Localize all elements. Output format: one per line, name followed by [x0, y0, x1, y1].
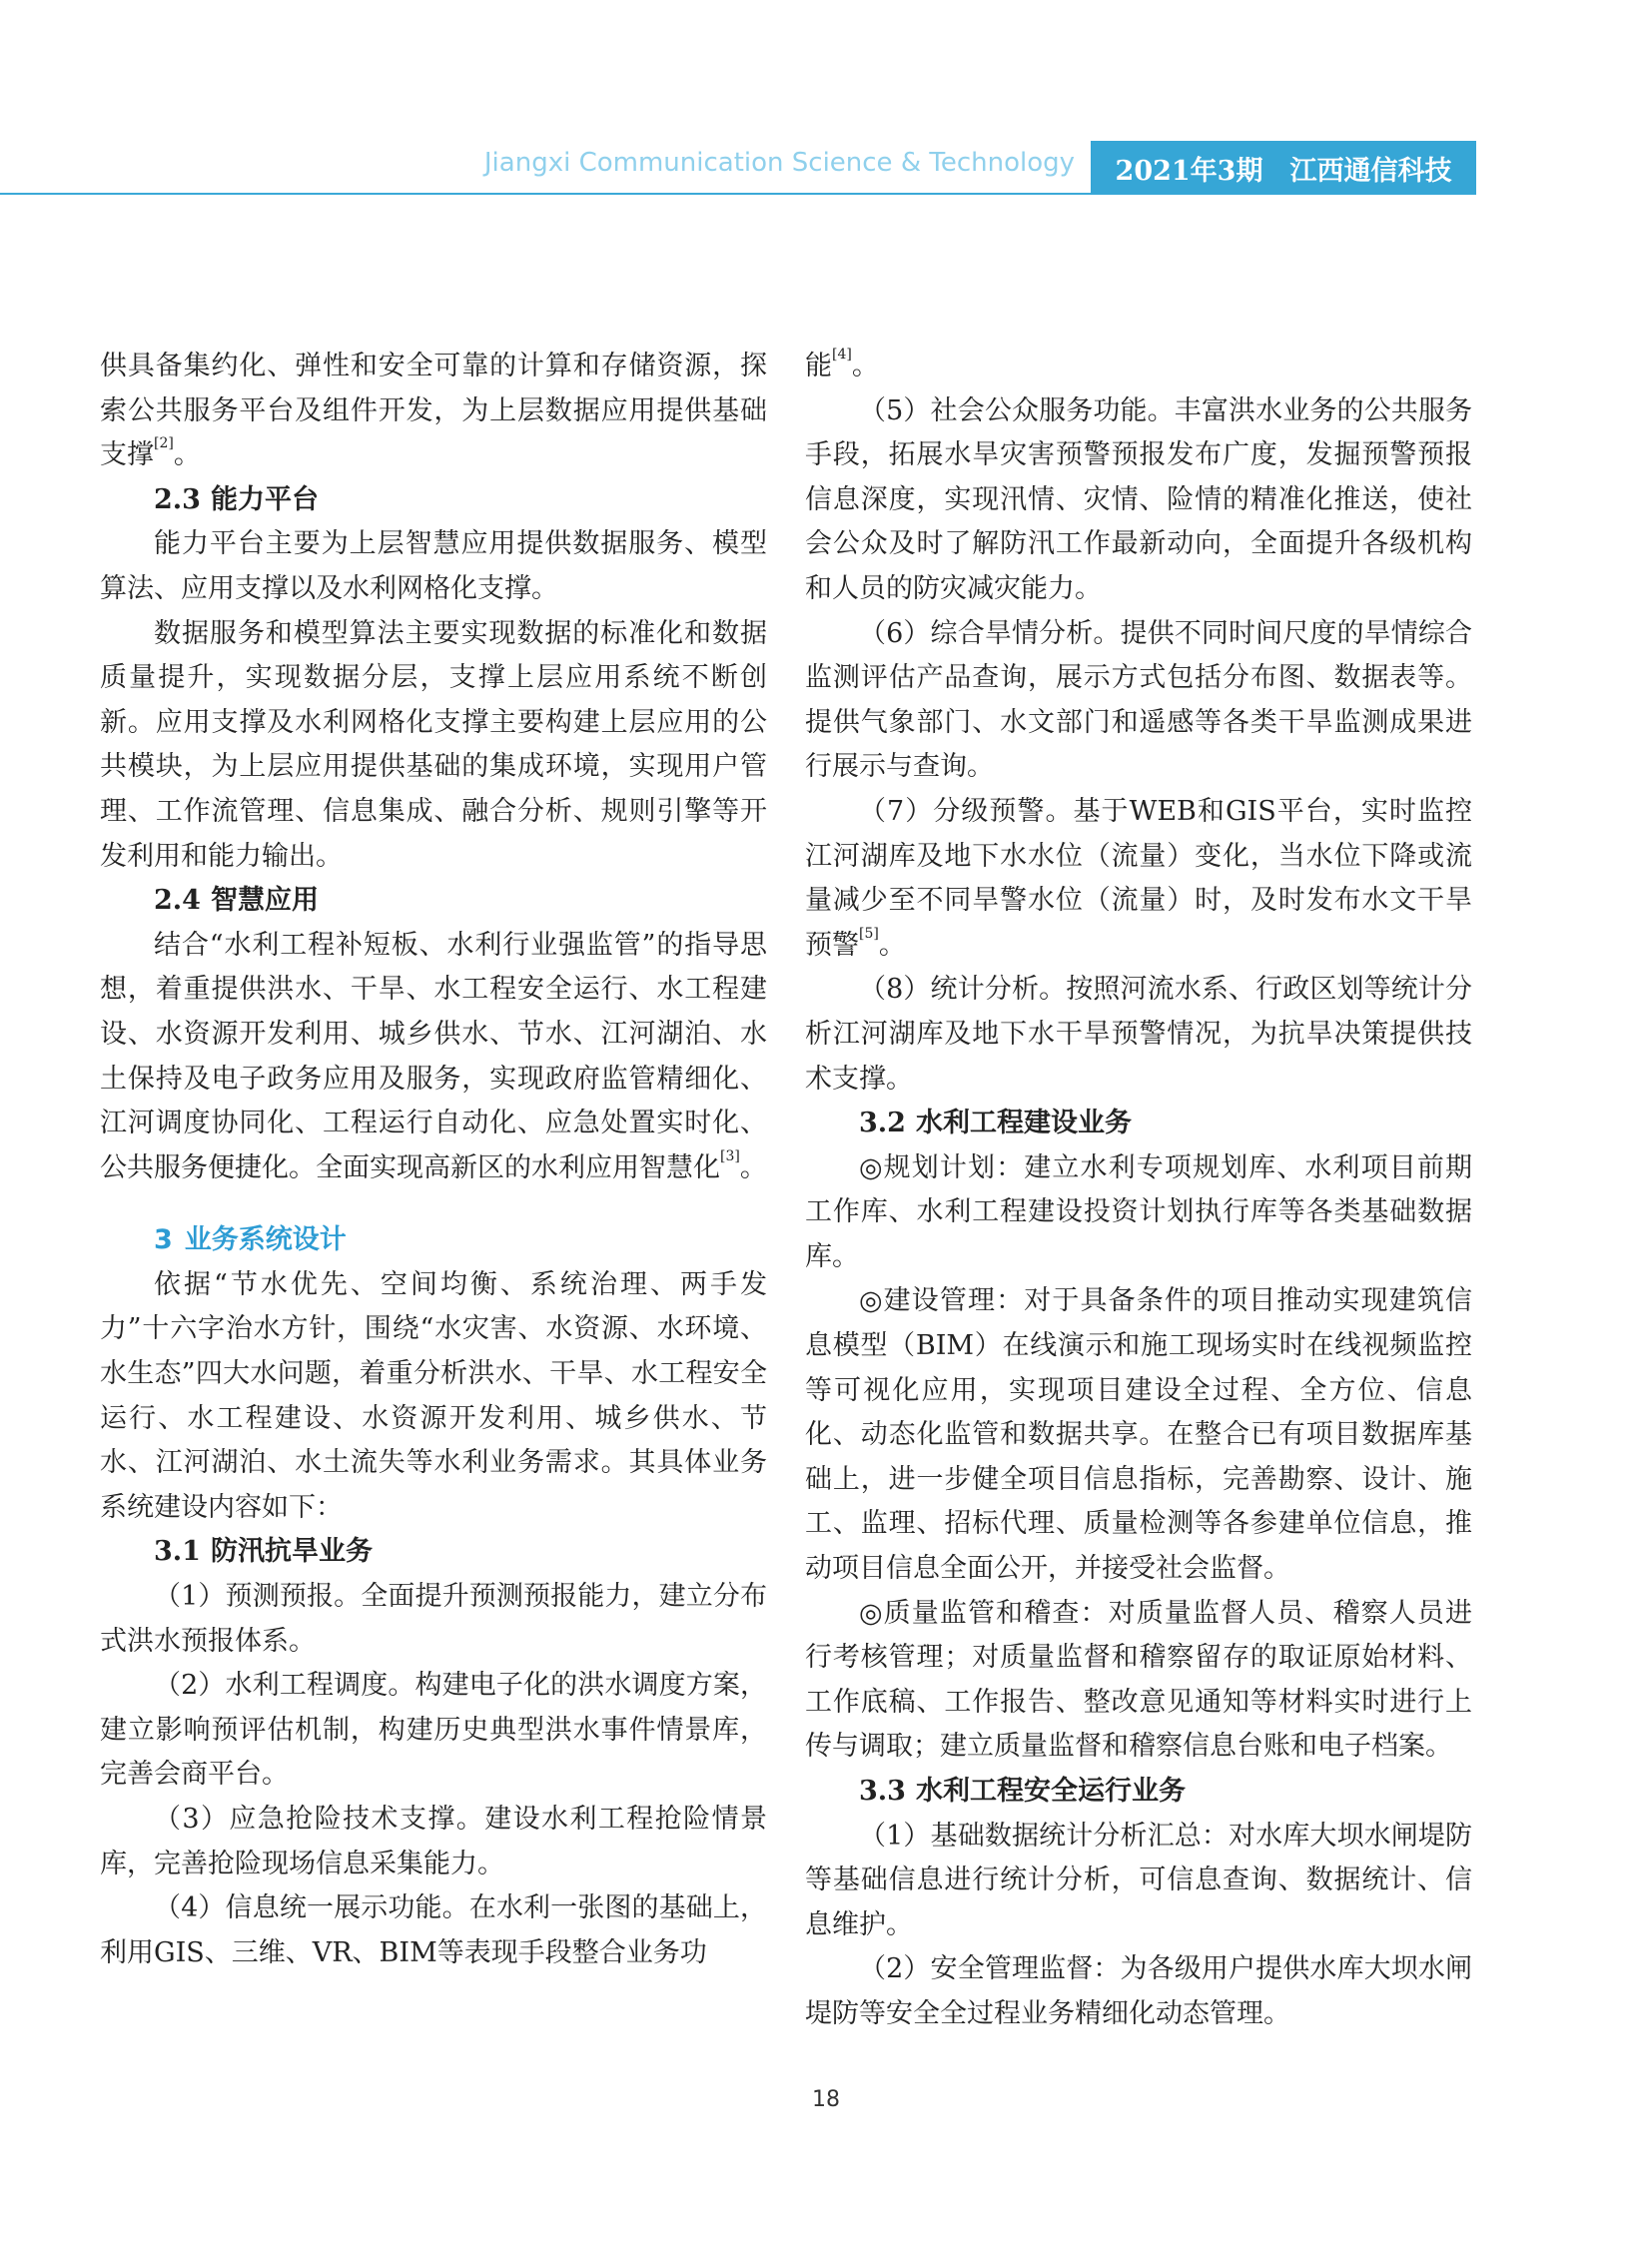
- paragraph: [805, 1279, 1472, 1591]
- citation-ref: [2]: [154, 435, 174, 452]
- heading-number: 3: [154, 1224, 173, 1256]
- paragraph: [100, 1263, 767, 1531]
- heading-number: 3.1: [154, 1536, 201, 1568]
- subsection-heading: [100, 879, 767, 924]
- paragraph-text: ◎建设管理：对于具备条件的项目推动实现建筑信息模型（BIM）在线演示和施工现场实时在线视频监控等可视化应用，实现项目建设全过程、全方位、信息化、动态化监管和数据共享。在整合已有项目数据库基础上，进一步健全项目信息指标，完善勘察、设计、施工、监理、招标代理、质量检测等各参建单位信息，推动项目信息全面公开，并接受社会监督。: [805, 1285, 1472, 1585]
- paragraph-text: 结合“水利工程补短板、水利行业强监管”的指导思想，着重提供洪水、干旱、水工程安全运行、水工程建设、水资源开发利用、城乡供水、节水、江河湖泊、水土保持及电子政务应用及服务，实现政府监管精细化、江河调度协同化、工程运行自动化、应急处置实时化、公共服务便捷化。全面实现高新区的水利应用智慧化: [100, 929, 767, 1183]
- journal-english-title: Jiangxi Communication Science & Technology: [483, 148, 1075, 178]
- citation-ref: [5]: [859, 925, 879, 942]
- heading-number: 2.3: [154, 483, 201, 515]
- paragraph: [805, 790, 1472, 968]
- heading-number: 2.4: [154, 885, 201, 917]
- subsection-heading: [100, 478, 767, 523]
- paragraph-text: （8）统计分析。按照河流水系、行政区划等统计分析江河湖库及地下水干旱预警情况，为抗旱决策提供技术支撑。: [805, 974, 1472, 1095]
- right-column: [805, 345, 1472, 2037]
- heading-title: 水利工程建设业务: [915, 1108, 1132, 1139]
- paragraph: [805, 1815, 1472, 1948]
- paragraph-tail: 。: [739, 1151, 767, 1183]
- paragraph: [100, 1886, 767, 1975]
- issue-badge: 2021年3期 江西通信科技: [1091, 141, 1476, 195]
- paragraph-tail: 。: [173, 439, 201, 471]
- heading-number: 3.2: [859, 1108, 906, 1139]
- paragraph: [100, 1664, 767, 1798]
- paragraph-text: ◎规划计划：建立水利专项规划库、水利项目前期工作库、水利工程建设投资计划执行库等各类基础数据库。: [805, 1151, 1472, 1272]
- heading-title: 防汛抗旱业务: [210, 1536, 373, 1568]
- paragraph-text: （7）分级预警。基于WEB和GIS平台，实时监控江河湖库及地下水水位（流量）变化，当水位下降或流量减少至不同旱警水位（流量）时，及时发布水文干旱预警: [805, 795, 1472, 961]
- paragraph-text: 能: [805, 351, 832, 381]
- paragraph: [805, 1592, 1472, 1770]
- paragraph: [805, 968, 1472, 1102]
- paragraph: [100, 345, 767, 478]
- paragraph-text: （2）安全管理监督：为各级用户提供水库大坝水闸堤防等安全全过程业务精细化动态管理。: [805, 1953, 1472, 2029]
- paragraph: [805, 612, 1472, 790]
- citation-ref: [3]: [720, 1147, 740, 1164]
- paragraph-text: （1）预测预报。全面提升预测预报能力，建立分布式洪水预报体系。: [100, 1581, 767, 1657]
- paragraph-tail: 。: [851, 351, 879, 381]
- paragraph-tail: 。: [878, 929, 906, 961]
- paragraph: [805, 345, 1472, 389]
- page-number: 18: [812, 2087, 840, 2112]
- paragraph: [805, 1947, 1472, 2036]
- paragraph-text: （3）应急抢险技术支撑。建设水利工程抢险情景库，完善抢险现场信息采集能力。: [100, 1804, 767, 1879]
- heading-number: 3.3: [859, 1776, 906, 1807]
- paragraph: [100, 1575, 767, 1664]
- subsection-heading: [805, 1770, 1472, 1815]
- paragraph: [100, 522, 767, 611]
- heading-title: 水利工程安全运行业务: [915, 1776, 1186, 1807]
- paragraph: [100, 1798, 767, 1886]
- paragraph: [100, 612, 767, 880]
- paragraph-text: 数据服务和模型算法主要实现数据的标准化和数据质量提升，实现数据分层，支撑上层应用系统不断创新。应用支撑及水利网格化支撑主要构建上层应用的公共模块，为上层应用提供基础的集成环境，实现用户管理、工作流管理、信息集成、融合分析、规则引擎等开发利用和能力输出。: [100, 617, 767, 872]
- paragraph: [100, 924, 767, 1191]
- paragraph: [805, 389, 1472, 612]
- paragraph-text: （4）信息统一展示功能。在水利一张图的基础上，利用GIS、三维、VR、BIM等表现手段整合业务功: [100, 1892, 767, 1968]
- subsection-heading: [100, 1530, 767, 1575]
- section-heading: [100, 1218, 767, 1263]
- paragraph: [805, 1146, 1472, 1280]
- paragraph-text: 依据“节水优先、空间均衡、系统治理、两手发力”十六字治水方针，围绕“水灾害、水资源、水环境、水生态”四大水问题，着重分析洪水、干旱、水工程安全运行、水工程建设、水资源开发利用、城乡供水、节水、江河湖泊、水土流失等水利业务需求。其具体业务系统建设内容如下：: [100, 1268, 767, 1523]
- heading-title: 业务系统设计: [184, 1224, 347, 1256]
- paragraph-text: ◎质量监管和稽查：对质量监督人员、稽察人员进行考核管理；对质量监督和稽察留存的取证原始材料、工作底稿、工作报告、整改意见通知等材料实时进行上传与调取；建立质量监督和稽察信息台账和电子档案。: [805, 1597, 1472, 1763]
- paragraph-text: （1）基础数据统计分析汇总：对水库大坝水闸堤防等基础信息进行统计分析，可信息查询、数据统计、信息维护。: [805, 1820, 1472, 1940]
- paragraph-text: 供具备集约化、弹性和安全可靠的计算和存储资源，探索公共服务平台及组件开发，为上层数据应用提供基础支撑: [100, 351, 767, 471]
- citation-ref: [4]: [832, 347, 852, 363]
- heading-title: 智慧应用: [210, 885, 319, 917]
- left-column: [100, 345, 767, 1975]
- paragraph-text: 能力平台主要为上层智慧应用提供数据服务、模型算法、应用支撑以及水利网格化支撑。: [100, 528, 767, 604]
- paragraph-text: （6）综合旱情分析。提供不同时间尺度的旱情综合监测评估产品查询，展示方式包括分布图、数据表等。提供气象部门、水文部门和遥感等各类干旱监测成果进行展示与查询。: [805, 617, 1472, 783]
- paragraph-text: （5）社会公众服务功能。丰富洪水业务的公共服务手段，拓展水旱灾害预警预报发布广度，发掘预警预报信息深度，实现汛情、灾情、险情的精准化推送，使社会公众及时了解防汛工作最新动向，全面提升各级机构和人员的防灾减灾能力。: [805, 394, 1472, 604]
- subsection-heading: [805, 1102, 1472, 1146]
- paragraph-text: （2）水利工程调度。构建电子化的洪水调度方案，建立影响预评估机制，构建历史典型洪水事件情景库，完善会商平台。: [100, 1670, 767, 1791]
- heading-title: 能力平台: [210, 483, 319, 515]
